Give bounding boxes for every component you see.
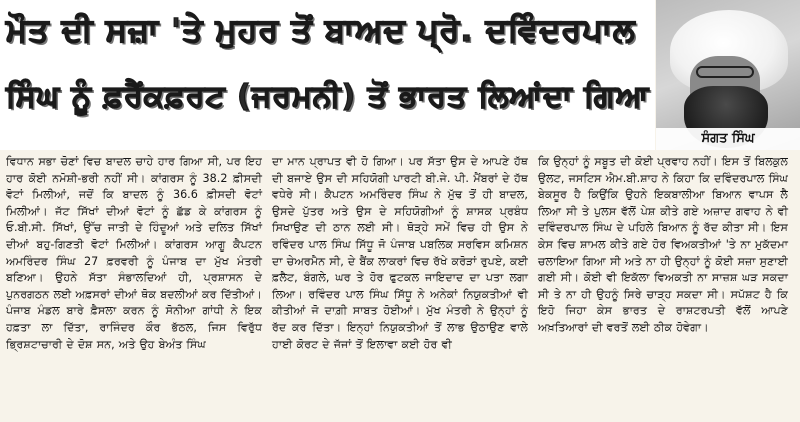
- author-photo: [656, 0, 800, 150]
- column-2-text: ਦਾ ਮਾਨ ਪ੍ਰਾਪਤ ਵੀ ਹੋ ਗਿਆ। ਪਰ ਸੱਤਾ ਉਸ ਦੇ ਆਪਣੇ ਹੱਥ ਦੀ ਬਜਾਏ ਉਸ ਦੀ ਸਹਿਯੋਗੀ ਪਾਰਟੀ ਬੀ.ਜੇ. ਪੀ. ਮੈਂਬਰਾਂ ਦੇ ਹੱਥ ਵਧੇਰੇ ਸੀ। ਕੈਪਟਨ ਅਮਰਿੰਦਰ ਸਿੰਘ ਨੇ ਮੁੱਢ ਤੋਂ ਹੀ ਬਾਦਲ, ਉਸਦੇ ਪੁੱਤਰ ਅਤੇ ਉਸ ਦੇ ਸਹਿਯੋਗੀਆਂ ਨੂੰ ਸ਼ਾਸਕ ਪ੍ਰਬੰਧ ਸਿਖਾਉਣ ਦੀ ਠਾਨ ਲਈ ਸੀ। ਥੋੜ੍ਹੇ ਸਮੇਂ ਵਿਚ ਹੀ ਉਸ ਨੇ ਰਵਿੰਦਰ ਪਾਲ ਸਿੰਘ ਸਿੱਧੂ ਜੋ ਪੰਜਾਬ ਪਬਲਿਕ ਸਰਵਿਸ ਕਮਿਸ਼ਨ ਦਾ ਚੇਅਰਮੈਨ ਸੀ, ਦੇ ਬੈਂਕ ਲਾਕਰਾਂ ਵਿਚ ਰੱਖੇ ਕਰੋੜਾਂ ਰੁਪਏ, ਕਈ ਫ਼ਲੈਟ, ਬੰਗਲੇ, ਘਰ ਤੇ ਹੋਰ ਫੁਟਕਲ ਜਾਇਦਾਦ ਦਾ ਪਤਾ ਲਗਾ ਲਿਆ। ਰਵਿੰਦਰ ਪਾਲ ਸਿੰਘ ਸਿੱਧੂ ਨੇ ਅਨੇਕਾਂ ਨਿਯੁਕਤੀਆਂ ਵੀ ਕੀਤੀਆਂ ਜੋ ਦਾਗ਼ੀ ਸਾਬਤ ਹੋਈਆਂ। ਮੁੱਖ ਮੰਤਰੀ ਨੇ ਉਨ੍ਹਾਂ ਨੂੰ ਰੱਦ ਕਰ ਦਿੱਤਾ। ਇਨ੍ਹਾਂ ਨਿਯੁਕਤੀਆਂ ਤੋਂ ਲਾਭ ਉਠਾਉਣ ਵਾਲੇ ਹਾਈ ਕੋਰਟ ਦੇ ਜੱਜਾਂ ਤੋਂ ਇਲਾਵਾ ਕਈ ਹੋਰ ਵੀ: [272, 155, 528, 351]
- article-column-3: [538, 154, 794, 422]
- column-3-text: ਕਿ ਉਨ੍ਹਾਂ ਨੂੰ ਸਬੂਤ ਦੀ ਕੋਈ ਪ੍ਰਵਾਹ ਨਹੀਂ। ਇਸ ਤੋਂ ਬਿਲਕੁਲ ਉਲਟ, ਜਸਟਿਸ ਐਮ.ਬੀ.ਸ਼ਾਹ ਨੇ ਕਿਹਾ ਕਿ ਦਵਿੰਦਰਪਾਲ ਸਿੰਘ ਬੇਕਸੂਰ ਹੈ ਕਿਉਂਕਿ ਉਹਨੇ ਇਕਬਾਲੀਆ ਬਿਆਨ ਵਾਪਸ ਲੈ ਲਿਆ ਸੀ ਤੇ ਪੁਲਸ ਵੱਲੋਂ ਪੇਸ਼ ਕੀਤੇ ਗਏ ਅਜ਼ਾਦ ਗਵਾਹ ਨੇ ਵੀ ਦਵਿੰਦਰਪਾਲ ਸਿੰਘ ਦੇ ਪਹਿਲੇ ਬਿਆਨ ਨੂੰ ਰੱਦ ਕੀਤਾ ਸੀ। ਇਸ ਕੇਸ ਵਿਚ ਸ਼ਾਮਲ ਕੀਤੇ ਗਏ ਹੋਰ ਵਿਅਕਤੀਆਂ 'ਤੇ ਨਾ ਮੁਕੱਦਮਾ ਚਲਾਇਆ ਗਿਆ ਸੀ ਅਤੇ ਨਾ ਹੀ ਉਨ੍ਹਾਂ ਨੂੰ ਕੋਈ ਸਜ਼ਾ ਸੁਣਾਈ ਗਈ ਸੀ। ਕੋਈ ਵੀ ਇਕੱਲਾ ਵਿਅਕਤੀ ਨਾ ਸਾਜ਼ਸ਼ ਘੜ ਸਕਦਾ ਸੀ ਤੇ ਨਾ ਹੀ ਉਹਨੂੰ ਸਿਰੇ ਚਾੜ੍ਹ ਸਕਦਾ ਸੀ। ਸਪੱਸ਼ਟ ਹੈ ਕਿ ਇਹੋ ਜਿਹਾ ਕੇਸ ਭਾਰਤ ਦੇ ਰਾਸ਼ਟਰਪਤੀ ਵੱਲੋਂ ਆਪਣੇ ਅਖ਼ਤਿਆਰਾਂ ਦੀ ਵਰਤੋਂ ਲਈ ਠੀਕ ਹੋਵੇਗਾ।: [538, 155, 788, 334]
- headline: [0, 0, 655, 150]
- author-name-caption: ਸੰਗਤ ਸਿੰਘ: [656, 128, 800, 150]
- headline-line-1: ਮੌਤ ਦੀ ਸਜ਼ਾ 'ਤੇ ਮੁਹਰ ਤੋਂ ਬਾਅਦ ਪ੍ਰੋ. ਦਵਿੰਦਰਪਾਲ: [6, 11, 636, 49]
- article-body: [6, 154, 798, 422]
- headline-line-2: ਸਿੰਘ ਨੂੰ ਫ਼ਰੈਂਕਫ਼ਰਟ (ਜਰਮਨੀ) ਤੋਂ ਭਾਰਤ ਲਿਆਂਦਾ ਗਿਆ: [6, 79, 650, 114]
- article-column-1: [6, 154, 262, 422]
- column-1-text: ਵਿਧਾਨ ਸਭਾ ਚੋਣਾਂ ਵਿਚ ਬਾਦਲ ਚਾਹੇ ਹਾਰ ਗਿਆ ਸੀ, ਪਰ ਇਹ ਹਾਰ ਕੋਈ ਨਮੋਸ਼ੀ-ਭਰੀ ਨਹੀਂ ਸੀ। ਕਾਂਗਰਸ ਨੂੰ 38.2 ਫ਼ੀਸਦੀ ਵੋਟਾਂ ਮਿਲੀਆਂ, ਜਦੋਂ ਕਿ ਬਾਦਲ ਨੂੰ 36.6 ਫ਼ੀਸਦੀ ਵੋਟਾਂ ਮਿਲੀਆਂ। ਜੱਟ ਸਿੱਖਾਂ ਦੀਆਂ ਵੋਟਾਂ ਨੂੰ ਛੱਡ ਕੇ ਕਾਂਗਰਸ ਨੂੰ ਓ.ਬੀ.ਸੀ. ਸਿੱਖਾਂ, ਉੱਚ ਜਾਤੀ ਦੇ ਹਿੰਦੂਆਂ ਅਤੇ ਦਲਿਤ ਸਿੱਖਾਂ ਦੀਆਂ ਬਹੁ-ਗਿਣਤੀ ਵੋਟਾਂ ਮਿਲੀਆਂ। ਕਾਂਗਰਸ ਆਗੂ ਕੈਪਟਨ ਅਮਰਿੰਦਰ ਸਿੰਘ 27 ਫ਼ਰਵਰੀ ਨੂੰ ਪੰਜਾਬ ਦਾ ਮੁੱਖ ਮੰਤਰੀ ਬਣਿਆ। ਉਹਨੇ ਸੱਤਾ ਸੰਭਾਲਦਿਆਂ ਹੀ, ਪ੍ਰਸ਼ਾਸਨ ਦੇ ਪੁਨਰਗਠਨ ਲਈ ਅਫ਼ਸਰਾਂ ਦੀਆਂ ਥੋਕ ਬਦਲੀਆਂ ਕਰ ਦਿੱਤੀਆਂ। ਪੰਜਾਬ ਮੰਡਲ ਬਾਰੇ ਫ਼ੈਸਲਾ ਕਰਨ ਨੂੰ ਸੋਨੀਆ ਗਾਂਧੀ ਨੇ ਇਕ ਹਫ਼ਤਾ ਲਾ ਦਿੱਤਾ, ਰਾਜਿੰਦਰ ਕੌਰ ਭੱਠਲ, ਜਿਸ ਵਿਰੁੱਧ ਭ੍ਰਿਸ਼ਟਾਚਾਰੀ ਦੇ ਦੋਸ਼ ਸਨ, ਅਤੇ ਉਹ ਬੇਅੰਤ ਸਿੰਘ: [6, 155, 262, 351]
- photo-glasses: [696, 66, 754, 78]
- article-column-2: [272, 154, 528, 422]
